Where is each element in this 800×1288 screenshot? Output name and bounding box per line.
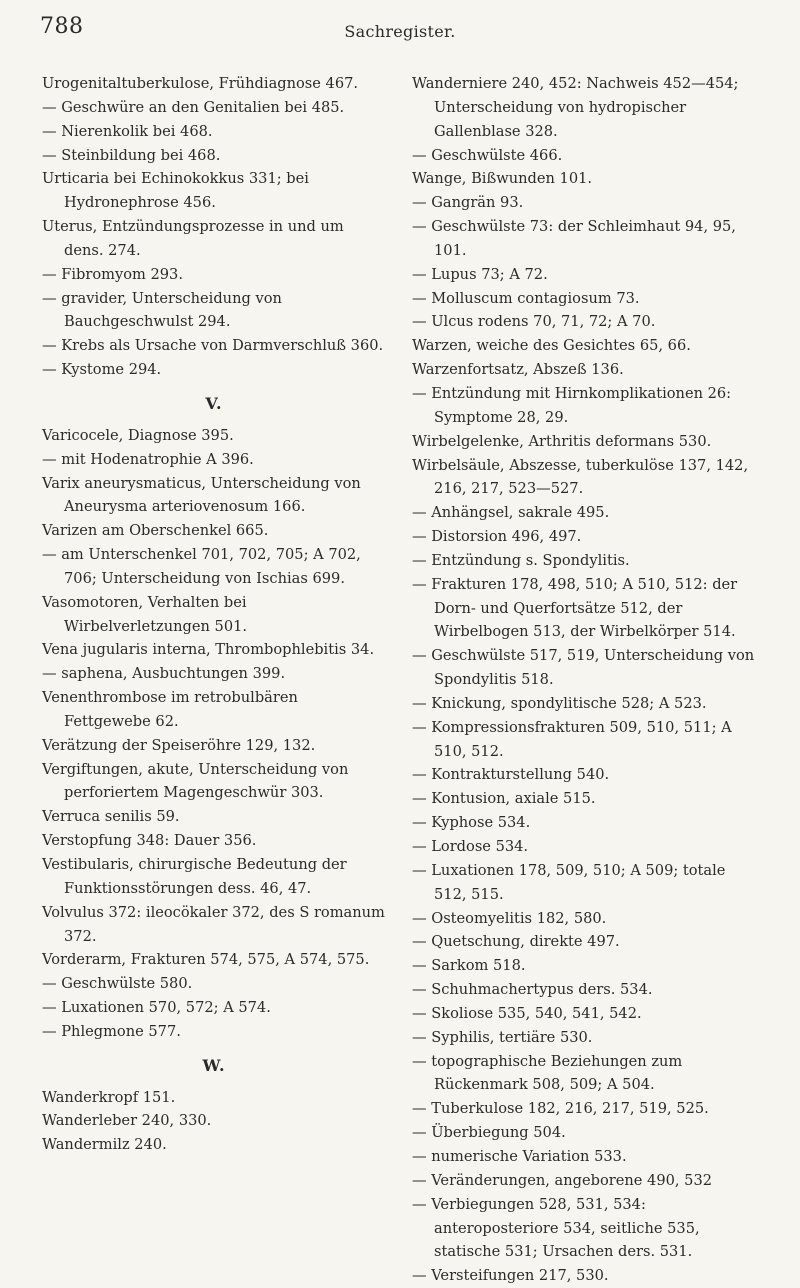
index-entry: Venenthrombose im retrobulbären Fettgewebe 62. [42, 689, 298, 730]
index-subentry: — Kontrakturstellung 540. [412, 766, 610, 784]
index-subentry: — Quetschung, direkte 497. [412, 933, 620, 951]
index-entry: Varicocele, Diagnose 395. [42, 426, 234, 444]
index-subentry: — Lordose 534. [412, 838, 529, 855]
index-subentry: — numerische Variation 533. [412, 1147, 627, 1165]
index-subentry: — Luxationen 178, 509, 510; A 509; totale 512, 515. [412, 861, 726, 903]
index-subentry: — Versteifungen 217, 530. [412, 1267, 609, 1285]
index-subentry: — am Unterschenkel 701, 702, 705; A 702, 706; Unterscheidung von Ischias 699. [42, 546, 361, 587]
index-subentry: — Kyphose 534. [412, 814, 531, 832]
page-number: 788 [40, 14, 84, 39]
index-subentry: — Geschwülste 580. [42, 975, 193, 993]
index-entry: Uterus, Entzündungsprozesse in und um dens. 274. [42, 218, 344, 259]
index-subentry: — Knickung, spondylitische 528; A 523. [412, 694, 707, 712]
index-column-right [412, 72, 756, 1288]
index-subentry: — Luxationen 570, 572; A 574. [42, 999, 271, 1017]
index-subentry: — Frakturen 178, 498, 510; A 510, 512: der Dorn- und Querfortsätze 512, der Wirbelbogen 513, der Wirbelkörper 514. [412, 575, 738, 641]
index-entry: Vasomotoren, Verhalten bei Wirbelverletzungen 501. [42, 593, 248, 635]
index-subentry: — Schuhmachertypus ders. 534. [412, 981, 653, 999]
index-subentry: — Entzündung s. Spondylitis. [412, 551, 630, 569]
index-entry: Warzen, weiche des Gesichtes 65, 66. [412, 337, 691, 355]
index-entry: Varix aneurysmaticus, Unterscheidung von Aneurysma arteriovenosum 166. [42, 474, 361, 516]
index-subentry: — Verbiegungen 528, 531, 534: anteroposteriore 534, seitliche 535, statische 531; Ursachen ders. 531. [412, 1195, 700, 1261]
index-subentry: — Kontusion, axiale 515. [412, 790, 596, 808]
index-subentry: — Nierenkolik bei 468. [42, 122, 213, 140]
index-entry: Verruca senilis 59. [42, 808, 180, 826]
index-entry: Wanderleber 240, 330. [42, 1112, 212, 1130]
index-subentry: — Molluscum contagiosum 73. [412, 289, 640, 307]
index-subentry: — saphena, Ausbuchtungen 399. [42, 665, 286, 683]
index-subentry: — Anhängsel, sakrale 495. [412, 504, 610, 522]
index-entry: Volvulus 372: ileocökaler 372, des S romanum 372. [42, 903, 385, 945]
index-entry: Vena jugularis interna, Thrombophlebitis 34. [42, 641, 375, 659]
index-subentry: — Skoliose 535, 540, 541, 542. [412, 1004, 642, 1022]
index-subentry: — Überbiegung 504. [412, 1124, 566, 1142]
index-entry: Varizen am Oberschenkel 665. [42, 522, 269, 540]
index-subentry: — Steinbildung bei 468. [42, 146, 221, 164]
index-subentry: — Lupus 73; A 72. [412, 265, 548, 283]
index-entry: Verätzung der Speiseröhre 129, 132. [42, 736, 316, 754]
index-subentry: — Fibromyom 293. [42, 265, 183, 283]
index-entry: Vorderarm, Frakturen 574, 575, A 574, 575. [42, 951, 370, 969]
index-entry: Verstopfung 348: Dauer 356. [42, 832, 257, 850]
index-subentry: — Krebs als Ursache von Darmverschluß 360. [42, 337, 384, 355]
index-entry: Vestibularis, chirurgische Bedeutung der Funktionsstörungen dess. 46, 47. [42, 856, 347, 897]
index-subentry: — Osteomyelitis 182, 580. [412, 909, 607, 927]
index-subentry: — Gangrän 93. [412, 194, 524, 212]
index-entry: Wandermilz 240. [42, 1136, 167, 1154]
index-subentry: — Sarkom 518. [412, 957, 526, 975]
running-head: Sachregister. [344, 22, 456, 41]
index-subentry: — Geschwülste 517, 519, Unterscheidung von Spondylitis 518. [412, 647, 755, 689]
index-subentry: — Tuberkulose 182, 216, 217, 519, 525. [412, 1100, 709, 1118]
index-subentry: — Distorsion 496, 497. [412, 528, 582, 546]
index-subentry: — Entzündung mit Hirnkomplikationen 26: Symptome 28, 29. [412, 384, 732, 426]
section-letter-heading: W. [202, 1055, 226, 1075]
index-entry: Vergiftungen, akute, Unterscheidung von perforiertem Magengeschwür 303. [42, 760, 349, 802]
index-subentry: — Kystome 294. [42, 361, 162, 379]
index-entry: Warzenfortsatz, Abszeß 136. [412, 361, 624, 379]
index-subentry: — Syphilis, tertiäre 530. [412, 1028, 593, 1046]
index-column-left [42, 72, 386, 1157]
index-entry: Wanderniere 240, 452: Nachweis 452—454; Unterscheidung von hydropischer Gallenblase 328. [412, 75, 739, 140]
index-entry: Wanderkropf 151. [42, 1088, 176, 1106]
index-subentry: — Phlegmone 577. [42, 1022, 181, 1040]
index-entry: Wirbelsäule, Abszesse, tuberkulöse 137, 142, 216, 217, 523—527. [412, 456, 749, 498]
section-letter-heading: V. [205, 393, 223, 413]
index-subentry: — topographische Beziehungen zum Rückenmark 508, 509; A 504. [412, 1052, 683, 1094]
index-subentry: — mit Hodenatrophie A 396. [42, 450, 254, 468]
index-entry: Wange, Bißwunden 101. [412, 170, 593, 188]
index-entry: Urticaria bei Echinokokkus 331; bei Hydronephrose 456. [42, 170, 309, 212]
index-subentry: — gravider, Unterscheidung von Bauchgeschwulst 294. [42, 289, 282, 331]
index-subentry: — Geschwülste 73: der Schleimhaut 94, 95, 101. [412, 218, 736, 259]
index-entry: Urogenitaltuberkulose, Frühdiagnose 467. [42, 75, 359, 92]
index-entry: Wirbelgelenke, Arthritis deformans 530. [412, 432, 712, 450]
index-subentry: — Kompressionsfrakturen 509, 510, 511; A 510, 512. [412, 718, 732, 760]
index-subentry: — Veränderungen, angeborene 490, 532 [412, 1171, 713, 1189]
index-subentry: — Ulcus rodens 70, 71, 72; A 70. [412, 313, 656, 331]
index-subentry: — Geschwülste 466. [412, 146, 563, 164]
index-subentry: — Geschwüre an den Genitalien bei 485. [42, 98, 345, 116]
